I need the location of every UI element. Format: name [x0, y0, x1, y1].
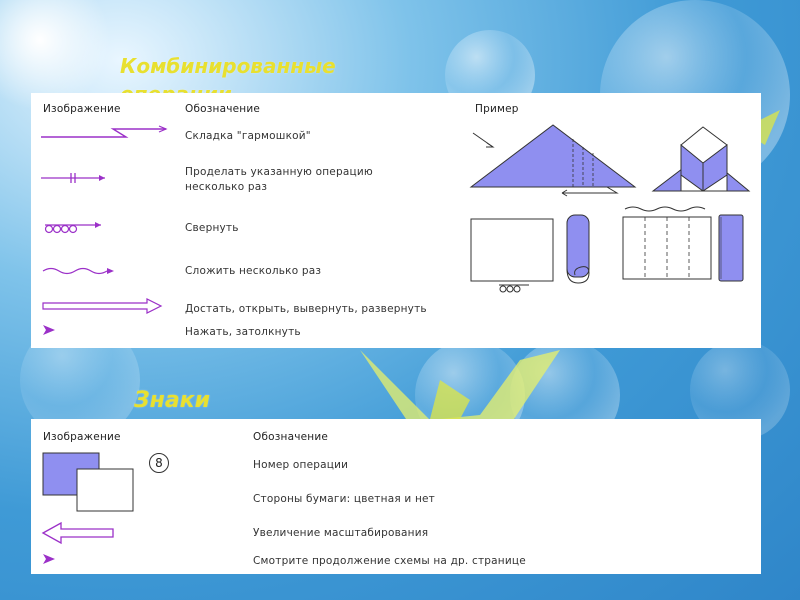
combined-operations-table: [31, 93, 761, 348]
repeat-arrow-icon: [41, 171, 106, 185]
row-label-push: Нажать, затолкнуть: [185, 326, 301, 338]
push-arrowhead-icon: [43, 325, 57, 337]
signs-column-header-meaning: Обозначение: [253, 431, 329, 443]
signs-label-step-number: Номер операции: [253, 459, 349, 471]
signs-label-paper-sides: Стороны бумаги: цветная и нет: [253, 493, 435, 505]
example-roll: [469, 211, 609, 295]
section-title-signs: Знаки: [134, 388, 211, 413]
example-fold-result: [651, 125, 751, 197]
column-header-example: Пример: [475, 103, 519, 115]
column-header-image: Изображение: [43, 103, 121, 115]
signs-table: [31, 419, 761, 574]
example-accordion-fold: [467, 121, 647, 201]
roll-arrow-icon: [43, 219, 103, 237]
row-label-roll: Свернуть: [185, 222, 239, 234]
next-page-arrowhead-icon: [43, 554, 57, 566]
signs-label-next-page: Смотрите продолжение схемы на др. странице: [253, 555, 526, 567]
column-header-meaning: Обозначение: [185, 103, 261, 115]
example-fold-several: [621, 205, 751, 287]
hollow-arrow-icon: [43, 521, 115, 545]
row-label-repeat-line2: несколько раз: [185, 181, 268, 193]
section-title-combined-operations: Комбинированные: [120, 54, 336, 78]
paper-sides-icon: [41, 451, 141, 513]
zigzag-arrow-icon: [41, 125, 166, 145]
signs-column-header-image: Изображение: [43, 431, 121, 443]
wave-arrow-icon: [43, 263, 115, 277]
signs-label-zoom: Увеличение масштабирования: [253, 527, 429, 539]
row-label-fold-several: Сложить несколько раз: [185, 265, 322, 277]
step-number-icon: 8: [149, 453, 169, 473]
row-label-repeat: Проделать указанную операцию: [185, 166, 373, 178]
row-label-open: Достать, открыть, вывернуть, развернуть: [185, 303, 427, 315]
row-label-accordion: Складка "гармошкой": [185, 130, 311, 142]
double-arrow-icon: [43, 298, 163, 314]
